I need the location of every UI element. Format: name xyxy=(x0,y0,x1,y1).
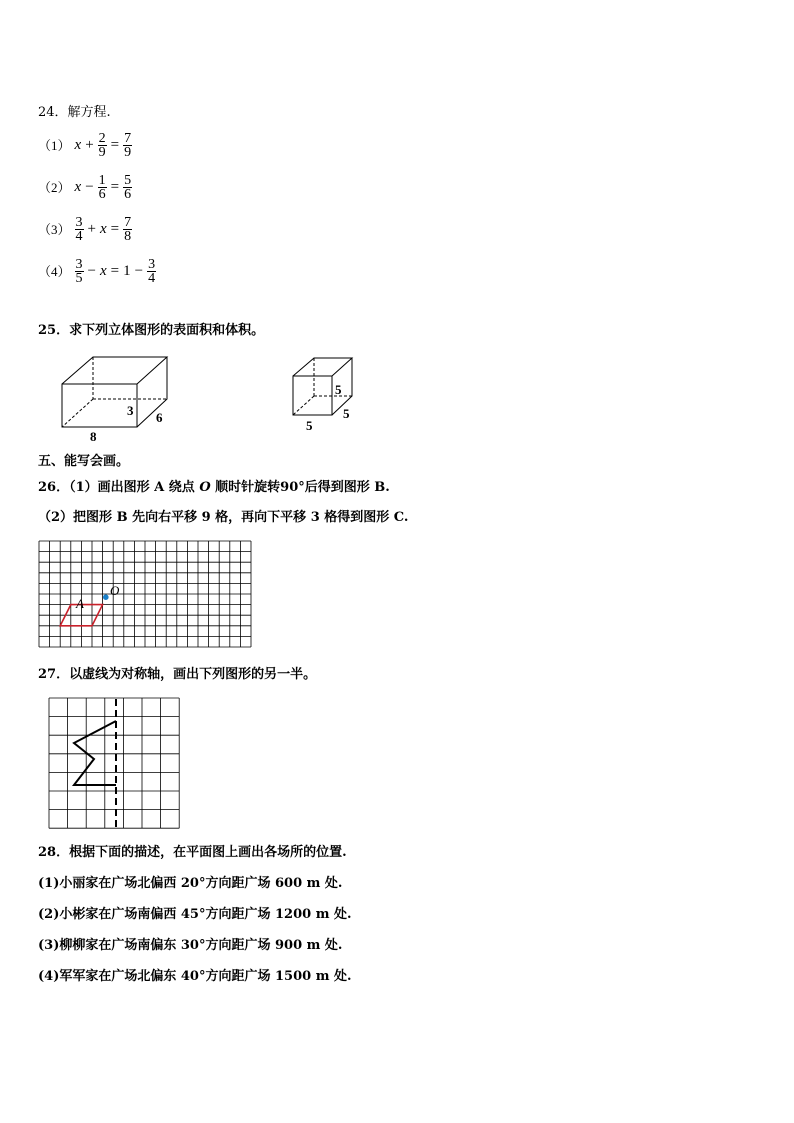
q28-item-1: (1)小丽家在广场北偏西 20°方向距广场 600 m 处. xyxy=(38,876,343,891)
equals: = xyxy=(110,137,120,153)
q27-grid xyxy=(48,697,182,831)
cuboid-height-label: 3 xyxy=(127,403,134,418)
cube-figure xyxy=(288,352,368,434)
q24-eq2-label: （2） xyxy=(38,179,71,195)
point-o-label: O xyxy=(110,583,120,598)
cube-width-label: 5 xyxy=(306,418,313,433)
q28-title: 28．根据下面的描述，在平面图上画出各场所的位置. xyxy=(38,845,347,860)
cuboid-width-label: 6 xyxy=(156,410,163,425)
q24-eq4-label: （4） xyxy=(38,263,71,279)
fraction: $\frac{7}{8}$ xyxy=(124,215,132,244)
fraction: $\frac{3}{5}$ xyxy=(75,257,83,286)
var-x: x xyxy=(99,221,107,237)
q25-title: 25．求下列立体图形的表面积和体积。 xyxy=(38,323,265,338)
point-o xyxy=(103,594,109,600)
q24-eq3-label: （3） xyxy=(38,221,71,237)
operator: − xyxy=(85,179,94,195)
fraction: $\frac{7}{9}$ xyxy=(124,131,132,160)
equals: = xyxy=(110,179,120,195)
q24-eq1 xyxy=(38,132,132,159)
operator: + xyxy=(87,221,96,237)
var-x: x xyxy=(74,179,82,195)
fraction: $\frac{3}{4}$ xyxy=(75,215,83,244)
equals: = xyxy=(110,263,120,279)
equals: = xyxy=(110,221,120,237)
q24-eq2 xyxy=(38,174,132,201)
fraction: $\frac{3}{4}$ xyxy=(148,257,156,286)
fraction: $\frac{1}{6}$ xyxy=(98,173,106,202)
cuboid-length-label: 8 xyxy=(90,429,97,444)
section5-title: 五、能写会画。 xyxy=(38,454,130,469)
var-x: x xyxy=(99,263,107,279)
q28-item-3: (3)柳柳家在广场南偏东 30°方向距广场 900 m 处. xyxy=(38,938,343,953)
q28-item-4: (4)军军家在广场北偏东 40°方向距广场 1500 m 处. xyxy=(38,969,352,984)
fraction: $\frac{5}{6}$ xyxy=(124,173,132,202)
q24-eq1-label: （1） xyxy=(38,137,71,153)
var-x: x xyxy=(74,137,82,153)
cube-depth-label: 5 xyxy=(343,406,350,421)
half-shape xyxy=(74,721,116,785)
operator: − xyxy=(134,263,144,279)
q24-title: 24．解方程. xyxy=(38,105,111,120)
q26-grid xyxy=(38,540,254,650)
fraction: $\frac{2}{9}$ xyxy=(98,131,106,160)
operator: − xyxy=(87,263,96,279)
cube-height-label: 5 xyxy=(335,382,342,397)
q26-line2: （2）把图形 B 先向右平移 9 格，再向下平移 3 格得到图形 C. xyxy=(38,510,409,525)
number-one: 1 xyxy=(123,263,131,279)
point-o-text: O xyxy=(199,480,211,495)
q24-eq4 xyxy=(38,258,156,285)
q27-title: 27．以虚线为对称轴，画出下列图形的另一半。 xyxy=(38,667,317,682)
q28-item-2: (2)小彬家在广场南偏西 45°方向距广场 1200 m 处. xyxy=(38,907,352,922)
operator: + xyxy=(85,137,94,153)
q24-eq3 xyxy=(38,216,132,243)
q26-line1: 26．（1）画出图形 A 绕点 O 顺时针旋转90°后得到图形 B. xyxy=(38,480,390,495)
cuboid-figure xyxy=(55,352,185,444)
shape-a-label: A xyxy=(76,596,84,611)
